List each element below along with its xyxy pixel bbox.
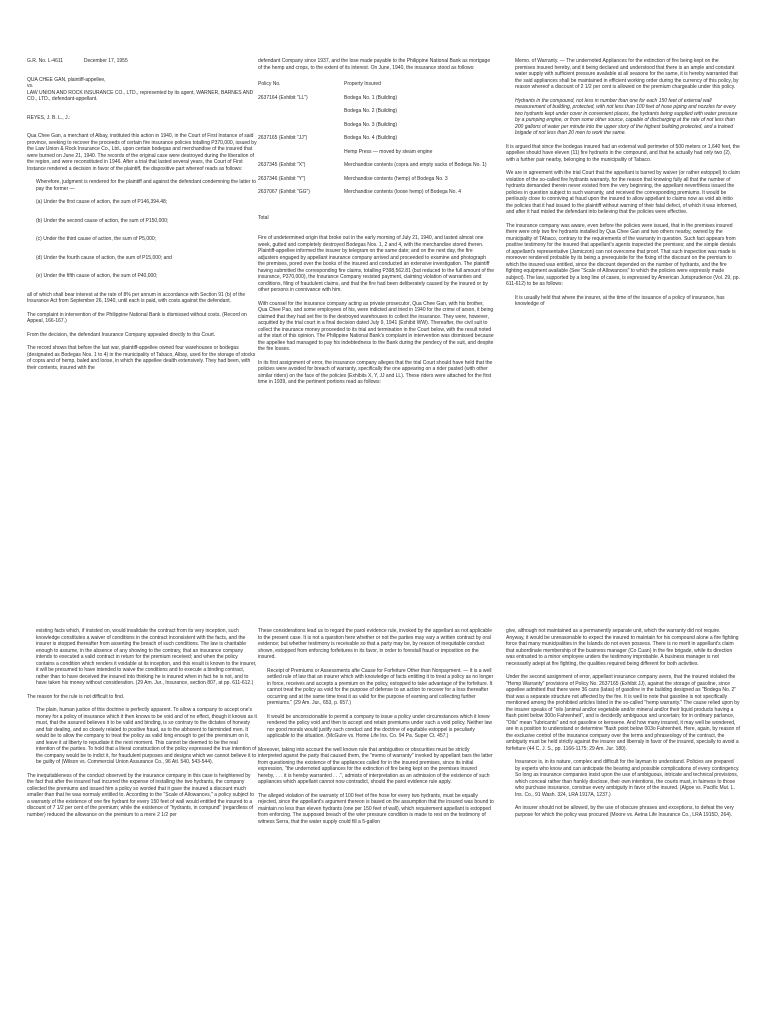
property-insured: Bodega No. 1 (Building) [344, 94, 398, 101]
column-3-top [506, 58, 740, 315]
policy-number: 2637067 (Exhibit "GG") [258, 189, 310, 195]
paragraph: The insurance company was aware, even before the policies were issued, that in the premises insured there were only two fire hydrants installed by Qua Chee Gan and two others nearby, owned by the municipality of TAbaco, contrary to the requirements of the warranty in question. Such fact appears from positive testimony for the insured that appellant's agents inspected the premises; and the simple denials of appellant's representative (Jamiczon) can not overcome that proof. That such inspection was made is moreover rendered probable by its being a prerequisite for the fixing of the discount on the premium to which the insured was entitled, since the discount depended on the number of hydrants, and the fire fighting equipment available (See "Scale of Allowances" to which the policies were expressly made subject). The law, supported by a long line of cases, is expressed by American Jurisprudence (Vol. 29, pp. 611-612) to be as follows: [506, 222, 740, 287]
quoted-jurisprudence: It is usually held that where the insurer, at the time of the issuance of a policy of insurance, has knowledge of [515, 294, 725, 307]
column-1-bottom [27, 628, 257, 825]
property-insured: Bodega No. 4 (Building) [344, 135, 398, 141]
paragraph: The inequitableness of the conduct observed by the insurance company in this case is heightened by the fact that after the insured had incurred the expense of installing the two hydrants, the company collected the premiums and issued him a policy so worded that it gave the insured a discount much smaller than that he was normaly entitled to. According to the "Scale of Allowances," a policy subject to a warranty of the existence of one fire hydrant for every 150 feet of wall would entitled the insured to a discount of 7 1/2 per cent of the premium; while the existence of "hydrants, in compund" (regardless of number) reduced the allowance on the premium to a mere 2 1/2 per [27, 772, 255, 818]
case-caption [27, 58, 257, 65]
table-row [258, 176, 494, 190]
paragraph: It is argued that since the bodegas insured had an external wall perimeter of 500 meters or 1,640 feet, the appellee should have eleven (11) fire hydrants in the compound, and that he actually had only two (2), with a further pair nearby, belonging to the municipality of Tabaco. [506, 143, 740, 163]
paragraph: defendant Company since 1937, and the lose made payable to the Philippine National Bank as mortgage of the hemp and crops, to the extent of its interest. On June, 1940, the insurance stood as follows: [258, 58, 491, 71]
paragraph: Under the second assignment of error, appellant insurance company avers, that the insured violated the "Hemp Warranty" provisions of Policy No. 2637165 (Exhibit JJ), against the storage of gasoline, since appellee admitted that there were 36 cans (latas) of gasoline in the building designed as "Bodega No. 2" that was a separate structure not affected by the fire. It is well to note that gasoline is not specifically mentioned among the prohibited articles listed in the so-called "hemp warranty." The cause relied upon by the insurer speaks of "oils (animal and/or vegetable and/or mineral and/or their liquid products having a flash point below 300o Fahrenheit", and is decidedly ambiguous and uncertain; for in ordinary parlance, "Oils" mean "lubricants" and not gasoline or kerosene. And how many insured, it may well be wondered, are in a position to understand or determine "flash point below 003o Fahrenheit. Here, again, by reason of the exclusive control of the insurance company over the terms and phraseology of the contract, the ambiguity must be held strictly against the insurer and liberraly in favor of the insured, specially to avoid a forfeiture (44 C. J. S., pp. 1166-1175; 29 Am. Jur. 180). [506, 674, 740, 752]
paragraph: The alleged violation of the warranty of 100 feet of fire hose for every two hydrants, must be equally rejected, since the appellant's argument thereon is based on the assumption that the insured was bound to maintain no less than eleven hydrants (one per 150 feet of wall), which requirement appellant is estopped from enforcing. The supposed breach of the wter pressure condition is made to rest on the testimony of witness Serra, that the water supply could fill a 5-gallon [258, 792, 494, 825]
property-insured: Merchandise contents (loose hemp) of Bodega No. 4 [344, 189, 462, 195]
defendant: LAW UNION AND ROCK INSURANCE CO., LTD., represented by its agent, WARNER, BARNES AND CO., LTD., defendant-appellant. [27, 89, 254, 102]
table-header: Property Insured [344, 81, 381, 87]
property-insured: Bodega No. 2 (Building) [344, 108, 398, 114]
paragraph: We are in agreement with the trial Court that the appellant is barred by waiver (or rather estoppel) to claim violation of the so-called fire hydrants warranty, for the reason that knowing fully all that the number of hydrants demanded therein never existed from the very beginning, the appellant neverthless issued the policies in question subject to such warranty, and received the corresponding premiums. It would be perilously close to conniving at fraud upon the insured to allow appellant to claims now as void ab initio the policies that it had issued to the plaintiff without warning of their fatal defect, of which it was informed, and after it had misled the defendant into believing that the policies were effective. [506, 170, 740, 215]
versus: vs. [27, 83, 34, 89]
paragraph: In its first assignment of error, the insurance company alleges that the trial Court should have held that the policies were avoided for breach of warranty, specifically the one appearing on a rider pasted (with other similar riders) on the face of the policies (Exhibits X, Y, JJ and LL). These riders were attached for the first time in 1939, and the pertinent portions read as follows: [258, 359, 493, 385]
quoted-jurisprudence: Receipt of Premiums or Assessments afte Cause for Forfeiture Other than Nonpayment. — It is a well settled rule of law that an insurer which with knowledge of facts entitling it to treat a policy as no longer in force, receives and accepts a premium on the policy, estopped to take advantage of the forfeiture. It cannot treat the policy as void for the purpose of defense to an action to recover for a loss thereafter occurring and at the same time treat it as valid for the purpose of earning and collecting further premiums." (29 Am. Jur., 653, p. 657.) [267, 667, 494, 706]
paragraph: With counsel for the insurance company acting as private prosecutor, Qua Chee Gan, with his brother, Qua Chee Pao, and some employees of his, were indicted and tried in 1940 for the crime of arson, it being claimed that they had set fire to the destroyed warehouses to collect the insurance. They were, however, acquitted by the trial court in a final decision dated July 9, 1941 (Exhibit WW). Thereafter, the civil suit to collect the insurance money proceeded to its trial and termination in the Court below, with the result noted at the start of this opinion. The Philippine National Bank's complaint in intervention was dismissed because the appellee had managed to pay his indebtedness to the Bank during the pendecy of the suit, and despite the fire losses. [258, 300, 494, 352]
column-3-bottom [506, 628, 740, 825]
judgment-item-e: (e) Under the fifth cause of action, the sum of P40,000; [36, 273, 158, 279]
table-row [258, 95, 494, 109]
judgment-item-b: (b) Under the second cause of action, the sum of P150,000; [36, 217, 169, 224]
paragraph: These considerations lead us to regard the parol evidence rule, invoked by the appellant as not applicable to the present case. It is not a question here whether or not the parties may vary a written contract by oral evidence; but whether testimony is receivable so that a party may be, by reason of inequitable conduct shown, estopped from enforcing forfeitures in its favor, in order to forestall fraud or imposition on the insured. [258, 628, 493, 660]
policy-number [258, 122, 344, 136]
column-1-top [27, 58, 257, 378]
paragraph: all of which shall bear interest at the rate of 8% per annum in accordance with Section 91 (b) of the Insurance Act from September 26, 1940, until each is paid, with costs against the defendant. [27, 291, 246, 304]
table-row [258, 135, 494, 149]
table-row [258, 149, 494, 163]
quoted-jurisprudence: The plain, human justice of this doctrine is perfectly apparent. To allow a company to accept one's money for a policy of insurance which it then knows to be void and of no effect, though it knows as it must, that the assured believes it to be valid and binding, is so contrary to the dictates of honesty and fair dealing, and so closely related to positive fraud, as to the abhorent to fairminded men. It would be to allow the company to treat the policy as valid long enough to get the preminum on it, and leave it at liberty to repudiate it the next moment. This cannot be deemed to be the real intention of the parties. To hold that a literal construction of the policy expressed the true intention of the company would be to indict it, for fraudulent purposes and designs which we cannot believe it to be guilty of (Wilson vs. Commercial Union Assurance Co., 96 Atl. 540, 543-544). [36, 707, 257, 765]
table-row [258, 108, 494, 122]
quoted-judgment: Wherefore, judgment is rendered for the plaintiff and against the defendant condemning the latter to pay the former — [36, 179, 257, 192]
policy-number: 2637346 (Exhibit "Y") [258, 175, 306, 182]
paragraph: From the decision, the defendant Insurance Company appealed directly to this Court. [27, 331, 216, 338]
plaintiff: QUA CHEE GAN, plaintiff-appellee, [27, 76, 106, 83]
judgment-item-a: (a) Under the first cause of action, the sum of P146,394.48; [36, 199, 168, 205]
table-header: Policy No. [258, 81, 281, 87]
hydrants-clause: Hydrants in the compound, not less in number than one for each 150 feet of external wall measurement of building, protected, with not less than 100 feet of hose piping and nozzles for every two hydrants kept under cover in convenient places, the hydrants being supplied with water pressure by a pumping engine, or from some other source, capable of discharging at the rate of not less than 200 gallons of water per minute into the upper story of the highest building protected, and a trained brigade of not less than 20 men to work the same. [515, 97, 738, 136]
decision-date: December 17, 1955 [83, 58, 128, 64]
quoted-jurisprudence: existing facts which, if insisted on, would invalidate the contract from its very inception, such knowledge constitutes a waiver of conditions in the contract inconsistent with the facts, and the insurer is stopped thereafter from asserting the breach of such conditions. The law is charitable enough to assume, in the absence of any showing to the contrary, that an insurance company intends to executed a valid contract in return for the premium received; and when the policy contains a condition which renders it voidable at its inception, and this result is known to the insurer, it will be presumed to have intended to waive the conditions and to execute a binding contract, rather than to have deceived the insured into thinking he is insured when in fact he is not, and to have taken his money without consideration. (29 Am. Jur., Insurance, section 807, at pp. 611-612.) [36, 628, 257, 686]
property-insured: Merchandise contents (hemp) of Bodega No. 3 [344, 175, 448, 182]
quoted-jurisprudence: Insurance is, in its nature, complex and difficult for the layman to understand. Policies are prepared by experts who know and can anticipate the bearing and possible complications of every contingency. So long as insurance companies insist upon the use of ambiguous, intricate and technical provisions, which conceal rather than frankly disclose, their own intentions, the courts must, in fairness to those who purchase insurance, construe every ambiguity in favor of the insured. (Algoe vs. Pacific Mut. L. Ins. Co., 91 Wash. 324, LRA 1917A, 1237.) [515, 759, 740, 798]
judgment-item-c: (c) Under the third cause of action, the sum of P5,000; [36, 236, 157, 242]
judgment-item-d: (d) Under the fourth cause of action, the sum of P15,000; and [36, 254, 172, 261]
paragraph: The record shows that before the last war, plaintiff-appellee owned four warehouses or bodegas (designated as Bodegas Nos. 1 to 4) in the municipality of Tabaco, Albay, used for the storage of stocks of copra and of hemp, baled and loose, in which the appellee dealth extensively. They had been, with their contents, insured with the [27, 345, 256, 371]
quoted-jurisprudence: An insurer should not be allowed, by the use of obscure phrases and exceptions, to defeat the very purpose for which the policy was procured (Moore vs. Aetna Life Insurance Co., LRA 1915D, 264). [515, 805, 734, 818]
column-2-bottom [258, 628, 494, 832]
policy-number [258, 108, 344, 122]
paragraph: Fire of undetermined origin that broke out in the early morning of July 21, 1940, and lasted almost one week, gutted and completely destroyed Bodegas Nos. 1, 2 and 4, with the merchandise stored theren. Plaintiff-appellee informed the insurer by telegram on the same date; and on the next day, the fire adjusters engaged by appellant insurance company arrived and proceeded to examine and photograph the premises, pored over the books of the insured and conducted an extensive investigation. The plaintiff having submitted the corresponding fire claims, totalling P398,562.81 (but reduced to the full amount of the insurance, P370,000), the Insurance Company resisted payment, claiming violation of warranties and conditions, filing of fraudulent claims, and that the fire had been deliberately caused by the insured or by other persons in connivance with him. [258, 235, 494, 293]
parties [27, 77, 257, 103]
table-header-row [258, 81, 494, 95]
property-insured: Merchandise contents (copra and empty sacks of Bodega No. 1) [344, 162, 487, 168]
paragraph: glve, although not maintained as a permanently separate unit, which the warranty did not require. Anyway, it would be unreasonable to expect the insured to maintain for his compound alone a fire fighting force that many municipalities in the Islands do not even possess. There is no merit in appellant's claim that subordinate membership of the business manager (Co Cuan) in the fire brigade, while its direction was entrusted to a minor employee unders the testimony improbable. A business manager is not necessarily adept at fire fighting, the qualities required being different for both activities. [506, 628, 739, 667]
column-2-top [258, 58, 494, 393]
table-total-label: Total [258, 214, 269, 221]
policy-table [258, 81, 494, 203]
property-insured: Hemp Press — moved by steam engine [344, 148, 433, 155]
policy-number: 2637345 (Exhibit "X") [258, 162, 306, 168]
paragraph: The complaint in intervention of the Philippine National Bank is dismissed without costs. (Record on Appeal, 166-167.) [27, 311, 247, 324]
paragraph: Qua Chee Gan, a merchant of Albay, instituted this action in 1940, in the Court of First Instance of said province, seeking to recover the proceeds of certain fire insurance policies totalling P370,000, issued by the Law Union & Rock Insurance Co., Ltd., upon certain bodegas and merchandise of the insured that were burned on June 21, 1940. The records of the original case were destroyed during the liberation of the region, and were reconstituted in 1946. After a trial that lasted several years, the Court of First Instance rendered a decision in favor of the plaintiff, the dispositive part whereof reads as follows: [27, 133, 257, 172]
quoted-jurisprudence: It would be unconscionable to permit a company to issue a policy under circumstances which it knew rendered the policy void and then to accept and retain premiums under such a void policy. Neither law nor good morals would justify such conduct and the doctrine of equitable estoppel is peculiarly applicable to the situation. (McGuire vs. Home Life Ins. Co. 94 Pa. Super Ct. 457.) [267, 713, 493, 739]
policy-number: 2637165 (Exhibit "JJ") [258, 135, 308, 141]
table-row [258, 122, 494, 136]
policy-number: 2637164 (Exhibit "LL") [258, 94, 308, 101]
table-row [258, 162, 494, 176]
property-insured: Bodega No. 3 (Building) [344, 121, 398, 128]
paragraph: The reason for the rule is not difficult to find. [27, 693, 125, 700]
paragraph: Moreover, taking into account the well known rule that ambiguities or obscurities must be strictly interpreted aganst the party that caused them, the "memo of warranty" invoked by appellant bars the latter from questioning the existence of the appliances called for in the insured premises, since its initial expression, "the undernoted appliances for the extinction of fire being kept on the premises insured hereby, . . . it is hereby warranted . . .", admists of interpretation as an admission of the existence of such appliances which appellant cannot now contradict, should the parol evidence rule apply. [258, 746, 493, 785]
memo-of-warranty: Memo. of Warranty. — The undernoted Appliances for the extinction of fire being kept on the premises insured hereby, and it being declared and understood that there is an ample and constant water supply with sufficient pressure available at all seasons for the same, it is hereby warranted that the said appliances shall be maintained in efficient working order during the currency of this policy, by reason whereof a discount of 2 1/2 per cent is allowed on the premium chargeable under this policy. [515, 58, 739, 90]
policy-number [258, 149, 344, 163]
gr-number: G.R. No. L-4611 [27, 58, 64, 64]
ponente: REYES, J. B. L., J.: [27, 114, 71, 121]
table-row [258, 189, 494, 203]
